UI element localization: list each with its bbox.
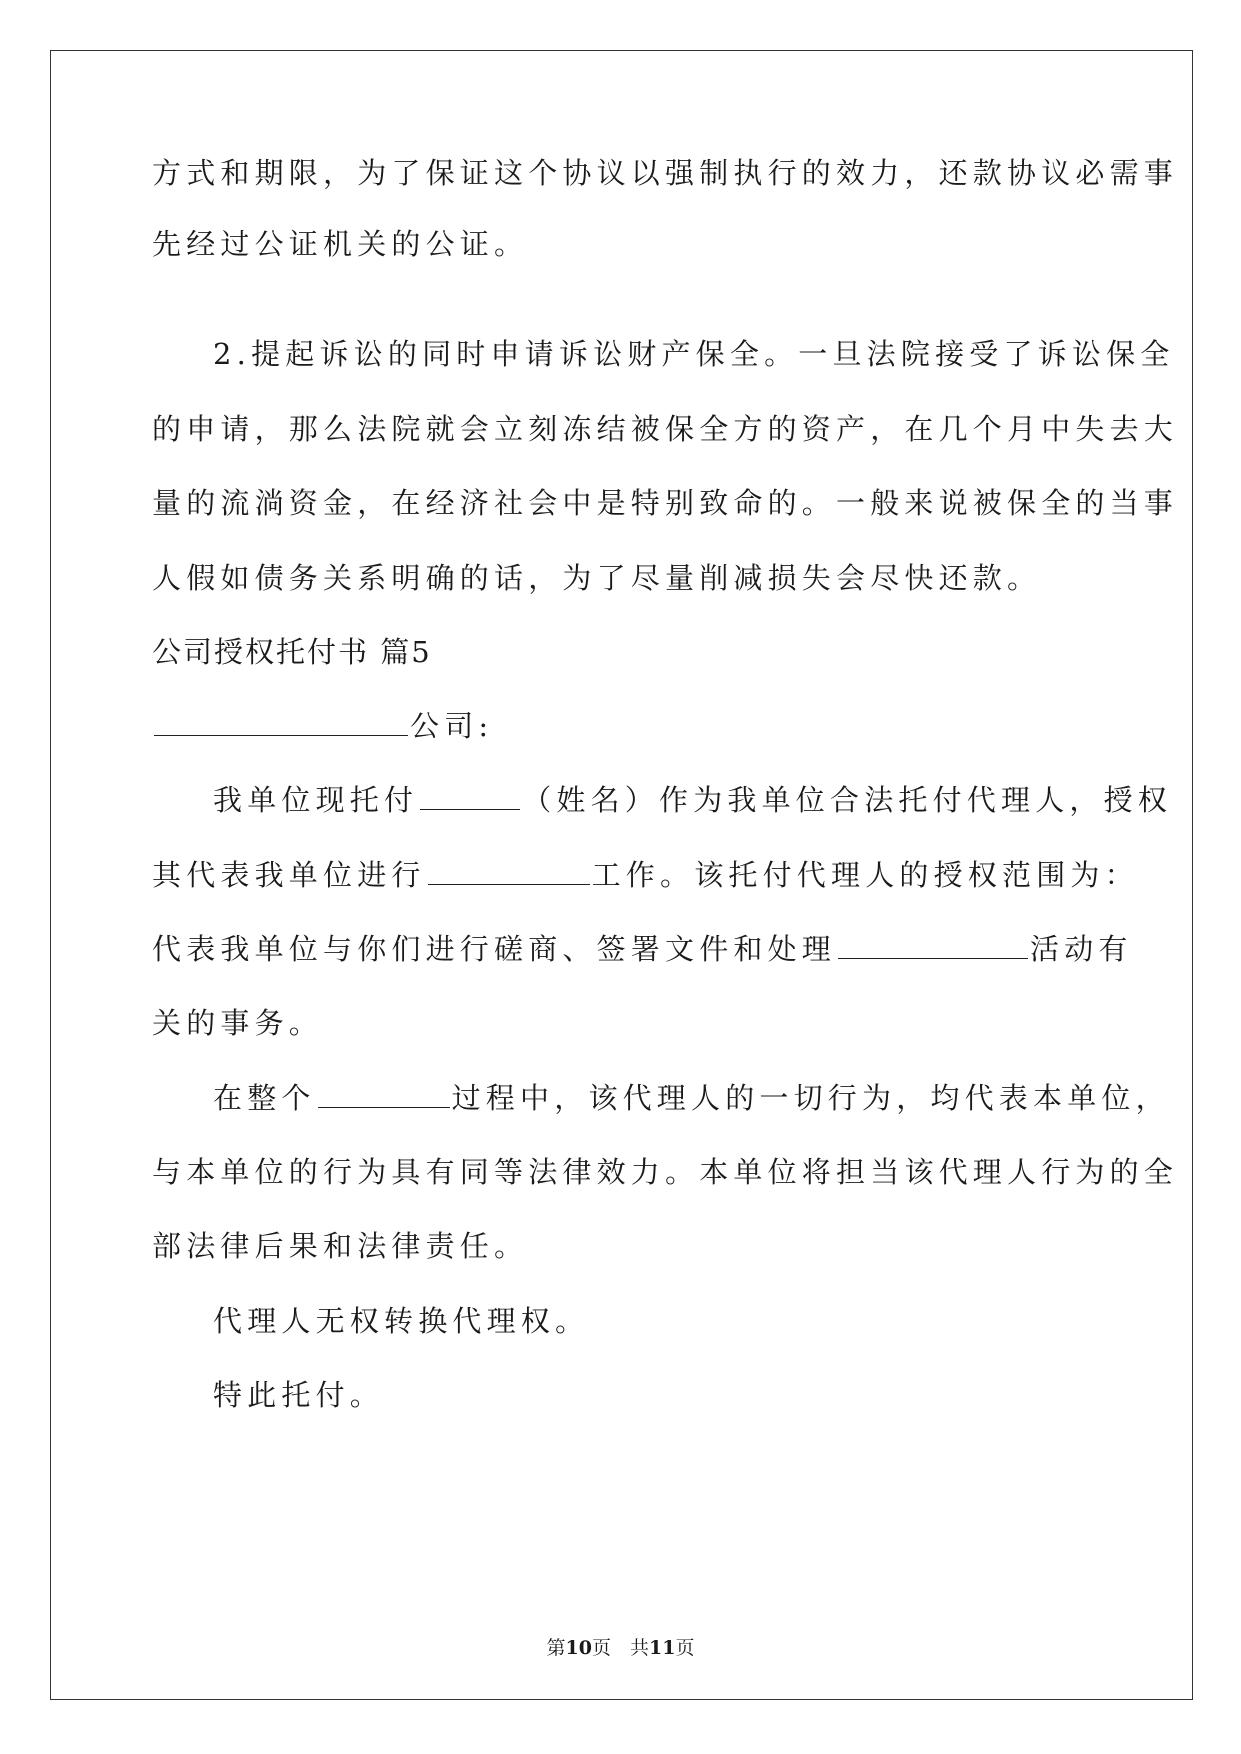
- company-suffix: 公司:: [410, 709, 494, 743]
- text-segment: 工作。该托付代理人的授权范围为：: [591, 858, 1139, 892]
- body-text-line: 量的流淌资金，在经济社会中是特别致命的。一般来说被保全的当事: [152, 486, 1179, 520]
- paragraph-line: [213, 782, 1172, 818]
- activity-blank: [838, 936, 1028, 959]
- text-segment: 过程中，该代理人的一切行为，均代表本单位，: [451, 1081, 1170, 1115]
- text-segment: 在整个: [213, 1081, 316, 1115]
- text-segment: （姓名）作为我单位合法托付代理人，授权: [522, 783, 1173, 817]
- body-text-line: 先经过公证机关的公证。: [152, 227, 529, 261]
- body-text-line: 关的事务。: [152, 1006, 324, 1040]
- body-text-line: 人假如债务关系明确的话，为了尽量削减损失会尽快还款。: [152, 561, 1042, 595]
- company-line: [152, 708, 493, 744]
- text-segment: 代表我单位与你们进行磋商、签署文件和处理: [152, 932, 837, 966]
- text-segment: 我单位现托付: [213, 783, 419, 817]
- section-heading: 公司授权托付书 篇5: [152, 635, 432, 669]
- body-text-line: 的申请，那么法院就会立刻冻结被保全方的资产，在几个月中失去大: [152, 412, 1179, 446]
- footer-text: 页: [675, 1637, 695, 1659]
- body-text-line: 2.提起诉讼的同时申请诉讼财产保全。一旦法院接受了诉讼保全: [213, 337, 1175, 371]
- body-text-line: 方式和期限，为了保证这个协议以强制执行的效力，还款协议必需事: [152, 156, 1179, 190]
- page-footer: [0, 1636, 1241, 1660]
- page-number: 10: [565, 1637, 592, 1659]
- text-segment: 活动有: [1030, 932, 1133, 966]
- footer-text: 页 共: [591, 1637, 649, 1659]
- paragraph-line: [152, 857, 1139, 893]
- paragraph-line: [213, 1080, 1170, 1116]
- name-blank: [420, 787, 520, 810]
- body-text-line: 特此托付。: [213, 1378, 385, 1412]
- footer-text: 第: [546, 1637, 566, 1659]
- total-pages: 11: [649, 1637, 676, 1659]
- text-segment: 其代表我单位进行: [152, 858, 426, 892]
- process-blank: [318, 1085, 450, 1108]
- body-text-line: 代理人无权转换代理权。: [213, 1304, 590, 1338]
- work-blank: [428, 862, 590, 885]
- body-text-line: 与本单位的行为具有同等法律效力。本单位将担当该代理人行为的全: [152, 1155, 1179, 1189]
- company-name-blank: [154, 713, 408, 736]
- body-text-line: 部法律后果和法律责任。: [152, 1229, 529, 1263]
- paragraph-line: [152, 931, 1133, 967]
